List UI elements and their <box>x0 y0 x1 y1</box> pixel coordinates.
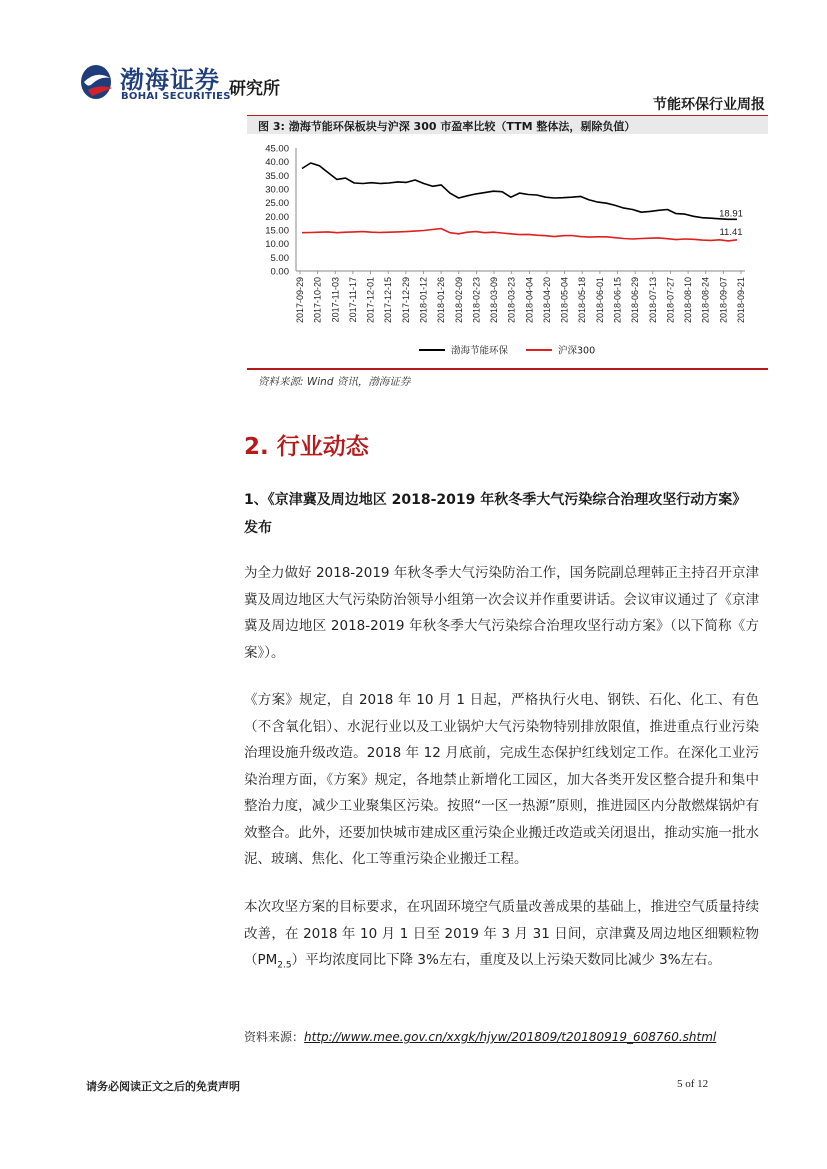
y-tick-label: 10.00 <box>265 239 289 251</box>
x-tick-label: 2018-03-09 <box>489 277 500 324</box>
footer-disclaimer: 请务必阅读正文之后的免责声明 <box>86 1080 240 1093</box>
bohai-logo-icon <box>78 62 118 102</box>
figure-title: 图 3: 渤海节能环保板块与沪深 300 市盈率比较（TTM 整体法，剔除负值） <box>258 120 636 133</box>
institute-label: 研究所 <box>229 79 280 99</box>
news-heading: 1、《京津冀及周边地区 2018-2019 年秋冬季大气污染综合治理攻坚行动方案》发布 <box>244 492 747 536</box>
x-tick-label: 2018-05-18 <box>577 277 588 324</box>
news-source-label: 资料来源： <box>244 1030 305 1044</box>
x-tick-label: 2018-03-23 <box>506 277 517 324</box>
x-tick-label: 2018-02-09 <box>453 277 464 324</box>
x-tick-label: 2018-07-13 <box>647 277 658 324</box>
brand-name-en: BOHAI SECURITIES <box>121 91 231 102</box>
x-tick-label: 2018-06-01 <box>594 277 605 324</box>
series-end-label: 11.41 <box>719 226 743 238</box>
source-link[interactable]: http://www.mee.gov.cn/xxgk/hjyw/201809/t20180919_608760.shtml <box>304 1030 717 1044</box>
y-tick-label: 25.00 <box>265 198 289 210</box>
paragraph-2: 《方案》规定，自 2018 年 10 月 1 日起，严格执行火电、钢铁、石化、化工、有色（不含氧化铝）、水泥行业以及工业锅炉大气污染物特别排放限值，推进重点行业污染治理设施升级改造。2018 年 12 月底前，完成生态保护红线划定工作。在深化工业污染治理方面，《方案》规定，各地禁止新增化工园区，加大各类开发区整合提升和集中整治力度，减少工业聚集区污染。按照“一区一热源”原则，推进园区内分散燃煤锅炉有效整合。此外，还要加快城市建成区重污染企业搬迁改造或关闭退出，推动实施一批水泥、玻璃、焦化、化工等重污染企业搬迁工程。 <box>244 692 759 867</box>
series-line-hs300 <box>302 229 737 241</box>
y-tick-label: 30.00 <box>265 184 289 196</box>
pm-subscript: 2.5 <box>277 960 292 971</box>
y-tick-label: 0.00 <box>270 266 289 278</box>
x-tick-label: 2017-12-29 <box>400 277 411 324</box>
paragraph-3-text-b: ）平均浓度同比下降 3%左右，重度及以上污染天数同比减少 3%左右。 <box>291 952 722 968</box>
section-title: 2. 行业动态 <box>244 434 369 460</box>
x-tick-label: 2018-01-12 <box>418 277 429 324</box>
x-tick-label: 2018-09-07 <box>718 277 729 324</box>
y-tick-label: 45.00 <box>265 143 289 155</box>
x-tick-label: 2018-07-27 <box>665 277 676 324</box>
report-type: 节能环保行业周报 <box>653 97 765 113</box>
y-tick-label: 15.00 <box>265 225 289 237</box>
paragraph-3 <box>244 894 759 979</box>
y-tick-label: 40.00 <box>265 157 289 169</box>
x-tick-label: 2018-08-24 <box>700 277 711 324</box>
x-tick-label: 2018-01-26 <box>436 277 447 324</box>
legend-label: 沪深300 <box>558 345 596 357</box>
y-tick-label: 20.00 <box>265 211 289 223</box>
y-tick-label: 35.00 <box>265 170 289 182</box>
x-tick-label: 2017-11-03 <box>330 277 341 323</box>
paragraph-1: 为全力做好 2018-2019 年秋冬季大气污染防治工作，国务院副总理韩正主持召开京津冀及周边地区大气污染防治领导小组第一次会议并作重要讲话。会议审议通过了《京津冀及周边地区 2018-2019 年秋冬季大气污染综合治理攻坚行动方案》（以下简称《方案》）。 <box>244 565 759 661</box>
news-source <box>244 1024 759 1051</box>
x-tick-label: 2018-05-04 <box>559 277 570 324</box>
pe-comparison-chart <box>247 136 768 366</box>
x-tick-label: 2017-11-17 <box>347 277 358 323</box>
brand-name-cn: 渤海证券 <box>120 66 220 94</box>
x-tick-label: 2018-04-04 <box>524 277 535 324</box>
x-tick-label: 2017-12-01 <box>365 277 376 324</box>
x-tick-label: 2018-06-15 <box>612 277 623 324</box>
x-tick-label: 2018-06-29 <box>630 277 641 324</box>
y-tick-label: 5.00 <box>270 252 289 264</box>
x-tick-label: 2017-12-15 <box>383 277 394 324</box>
x-tick-label: 2018-09-21 <box>736 277 746 324</box>
figure-source: 资料来源: Wind 资讯，渤海证券 <box>258 376 411 388</box>
x-tick-label: 2017-09-29 <box>295 277 305 324</box>
series-end-label: 18.91 <box>719 208 743 220</box>
x-tick-label: 2018-08-10 <box>683 277 694 324</box>
paragraph-3-text-a: 本次攻坚方案的目标要求，在巩固环境空气质量改善成果的基础上，推进空气质量持续改善，在 2018 年 10 月 1 日至 2019 年 3 月 31 日间，京津冀及周边地区细颗粒物（PM <box>244 899 759 968</box>
legend-label: 渤海节能环保 <box>451 345 509 357</box>
x-tick-label: 2017-10-20 <box>312 277 323 324</box>
x-tick-label: 2018-02-23 <box>471 277 482 324</box>
figure-bottom-divider <box>247 368 768 370</box>
x-tick-label: 2018-04-20 <box>541 277 552 324</box>
series-line-bohai-env <box>302 163 737 219</box>
page-number: 5 of 12 <box>677 1078 709 1090</box>
